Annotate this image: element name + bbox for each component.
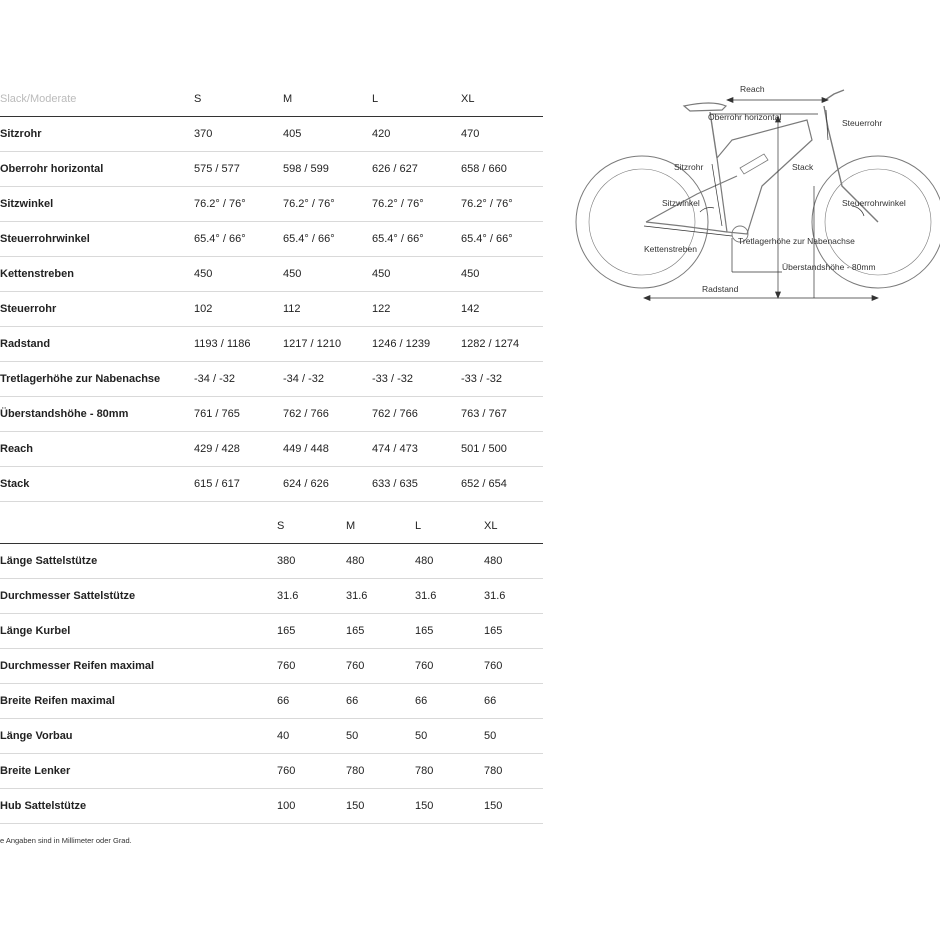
geometry-cell: 76.2° / 76° xyxy=(283,187,372,222)
components-table xyxy=(0,509,543,824)
geometry-cell: 450 xyxy=(461,257,543,292)
geometry-cell: 450 xyxy=(194,257,283,292)
component-row-label: Breite Lenker xyxy=(0,754,277,789)
geometry-cell: 450 xyxy=(283,257,372,292)
geometry-cell: 624 / 626 xyxy=(283,467,372,502)
component-cell: 760 xyxy=(277,649,346,684)
label-steuerrohr: Steuerrohr xyxy=(842,118,883,128)
geometry-cell: 405 xyxy=(283,117,372,152)
geometry-cell: 65.4° / 66° xyxy=(283,222,372,257)
component-cell: 31.6 xyxy=(415,579,484,614)
geometry-cell: 429 / 428 xyxy=(194,432,283,467)
component-cell: 760 xyxy=(415,649,484,684)
geometry-cell: 762 / 766 xyxy=(283,397,372,432)
label-sitzrohr: Sitzrohr xyxy=(674,162,704,172)
component-row xyxy=(0,684,543,719)
geometry-cell: 65.4° / 66° xyxy=(372,222,461,257)
component-cell: 66 xyxy=(484,684,543,719)
component-cell: 760 xyxy=(484,649,543,684)
components-label-header xyxy=(0,509,277,544)
size-header-m: M xyxy=(283,82,372,117)
geometry-row xyxy=(0,327,543,362)
label-steuerrohrwinkel: Steuerrohrwinkel xyxy=(842,198,906,208)
geometry-row xyxy=(0,362,543,397)
component-cell: 480 xyxy=(346,544,415,579)
geometry-cell: 615 / 617 xyxy=(194,467,283,502)
component-cell: 165 xyxy=(277,614,346,649)
geometry-row-label: Steuerrohrwinkel xyxy=(0,222,194,257)
component-cell: 66 xyxy=(277,684,346,719)
geometry-cell: -34 / -32 xyxy=(283,362,372,397)
component-cell: 50 xyxy=(484,719,543,754)
geometry-row-label: Kettenstreben xyxy=(0,257,194,292)
comp-size-header-l: L xyxy=(415,509,484,544)
comp-size-header-xl: XL xyxy=(484,509,543,544)
geometry-cell: 763 / 767 xyxy=(461,397,543,432)
saddle xyxy=(684,103,726,111)
label-radstand: Radstand xyxy=(702,284,739,294)
geometry-cell: -33 / -32 xyxy=(372,362,461,397)
component-cell: 380 xyxy=(277,544,346,579)
component-cell: 66 xyxy=(415,684,484,719)
component-cell: 165 xyxy=(415,614,484,649)
geometry-cell: 112 xyxy=(283,292,372,327)
geometry-cell: 76.2° / 76° xyxy=(194,187,283,222)
geometry-row xyxy=(0,117,543,152)
geometry-row xyxy=(0,222,543,257)
component-cell: 760 xyxy=(277,754,346,789)
geometry-cell: 65.4° / 66° xyxy=(194,222,283,257)
geometry-cell: 76.2° / 76° xyxy=(461,187,543,222)
size-header-xl: XL xyxy=(461,82,543,117)
component-cell: 31.6 xyxy=(277,579,346,614)
component-row-label: Durchmesser Sattelstütze xyxy=(0,579,277,614)
component-cell: 780 xyxy=(346,754,415,789)
geometry-cell: 1217 / 1210 xyxy=(283,327,372,362)
geometry-row xyxy=(0,187,543,222)
component-cell: 31.6 xyxy=(484,579,543,614)
geometry-cell: 450 xyxy=(372,257,461,292)
geometry-row xyxy=(0,467,543,502)
geometry-row xyxy=(0,152,543,187)
label-ueberstand: Überstandshöhe - 80mm xyxy=(782,262,876,272)
geometry-cell: 370 xyxy=(194,117,283,152)
component-cell: 150 xyxy=(484,789,543,824)
component-row xyxy=(0,544,543,579)
component-cell: 31.6 xyxy=(346,579,415,614)
geometry-row-label: Reach xyxy=(0,432,194,467)
geometry-row-label: Tretlagerhöhe zur Nabenachse xyxy=(0,362,194,397)
component-cell: 780 xyxy=(484,754,543,789)
geometry-cell: -34 / -32 xyxy=(194,362,283,397)
geometry-cell: 575 / 577 xyxy=(194,152,283,187)
geometry-row xyxy=(0,432,543,467)
component-cell: 66 xyxy=(346,684,415,719)
component-cell: 165 xyxy=(484,614,543,649)
bike-frame xyxy=(717,120,812,234)
component-cell: 780 xyxy=(415,754,484,789)
geometry-cell: 474 / 473 xyxy=(372,432,461,467)
geometry-row-label: Stack xyxy=(0,467,194,502)
geometry-row-label: Oberrohr horizontal xyxy=(0,152,194,187)
component-row xyxy=(0,789,543,824)
geometry-row-label: Überstandshöhe - 80mm xyxy=(0,397,194,432)
size-header-s: S xyxy=(194,82,283,117)
geometry-row-label: Radstand xyxy=(0,327,194,362)
geometry-cell: 1193 / 1186 xyxy=(194,327,283,362)
geometry-row xyxy=(0,397,543,432)
component-cell: 480 xyxy=(415,544,484,579)
component-row xyxy=(0,754,543,789)
component-cell: 50 xyxy=(415,719,484,754)
geometry-cell: 470 xyxy=(461,117,543,152)
label-tretlager: Tretlagerhöhe zur Nabenachse xyxy=(738,236,855,246)
component-cell: 165 xyxy=(346,614,415,649)
geometry-header-row xyxy=(0,82,543,117)
geometry-cell: 598 / 599 xyxy=(283,152,372,187)
bike-geometry-diagram xyxy=(572,76,940,308)
size-header-l: L xyxy=(372,82,461,117)
geometry-cell: 658 / 660 xyxy=(461,152,543,187)
component-row xyxy=(0,649,543,684)
label-oberrohr: Oberrohr horizontal xyxy=(708,112,782,122)
component-row-label: Länge Vorbau xyxy=(0,719,277,754)
component-row xyxy=(0,719,543,754)
component-row-label: Durchmesser Reifen maximal xyxy=(0,649,277,684)
label-stack: Stack xyxy=(792,162,814,172)
component-row-label: Breite Reifen maximal xyxy=(0,684,277,719)
component-cell: 40 xyxy=(277,719,346,754)
geometry-row-label: Steuerrohr xyxy=(0,292,194,327)
geometry-cell: 65.4° / 66° xyxy=(461,222,543,257)
geometry-cell: 761 / 765 xyxy=(194,397,283,432)
component-row xyxy=(0,614,543,649)
geometry-cell: 762 / 766 xyxy=(372,397,461,432)
component-cell: 100 xyxy=(277,789,346,824)
geometry-label-header: Slack/Moderate xyxy=(0,82,194,117)
geometry-cell: 420 xyxy=(372,117,461,152)
geometry-cell: 1246 / 1239 xyxy=(372,327,461,362)
comp-size-header-m: M xyxy=(346,509,415,544)
geometry-cell: 652 / 654 xyxy=(461,467,543,502)
component-row-label: Länge Kurbel xyxy=(0,614,277,649)
geometry-table xyxy=(0,82,543,502)
label-sitzwinkel: Sitzwinkel xyxy=(662,198,700,208)
geometry-cell: 1282 / 1274 xyxy=(461,327,543,362)
geometry-row-label: Sitzrohr xyxy=(0,117,194,152)
component-cell: 760 xyxy=(346,649,415,684)
geometry-cell: 102 xyxy=(194,292,283,327)
comp-size-header-s: S xyxy=(277,509,346,544)
geometry-row-label: Sitzwinkel xyxy=(0,187,194,222)
component-row xyxy=(0,579,543,614)
component-row-label: Länge Sattelstütze xyxy=(0,544,277,579)
geometry-cell: 142 xyxy=(461,292,543,327)
component-cell: 50 xyxy=(346,719,415,754)
component-row-label: Hub Sattelstütze xyxy=(0,789,277,824)
geometry-cell: -33 / -32 xyxy=(461,362,543,397)
geometry-cell: 449 / 448 xyxy=(283,432,372,467)
geometry-row xyxy=(0,257,543,292)
label-kettenstreben: Kettenstreben xyxy=(644,244,697,254)
geometry-cell: 626 / 627 xyxy=(372,152,461,187)
component-cell: 150 xyxy=(415,789,484,824)
components-header-row xyxy=(0,509,543,544)
component-cell: 150 xyxy=(346,789,415,824)
geometry-cell: 76.2° / 76° xyxy=(372,187,461,222)
geometry-cell: 501 / 500 xyxy=(461,432,543,467)
footnote: e Angaben sind in Millimeter oder Grad. xyxy=(0,836,132,845)
geometry-cell: 633 / 635 xyxy=(372,467,461,502)
geometry-row xyxy=(0,292,543,327)
rear-wheel xyxy=(576,156,708,288)
geometry-cell: 122 xyxy=(372,292,461,327)
label-reach: Reach xyxy=(740,84,765,94)
component-cell: 480 xyxy=(484,544,543,579)
